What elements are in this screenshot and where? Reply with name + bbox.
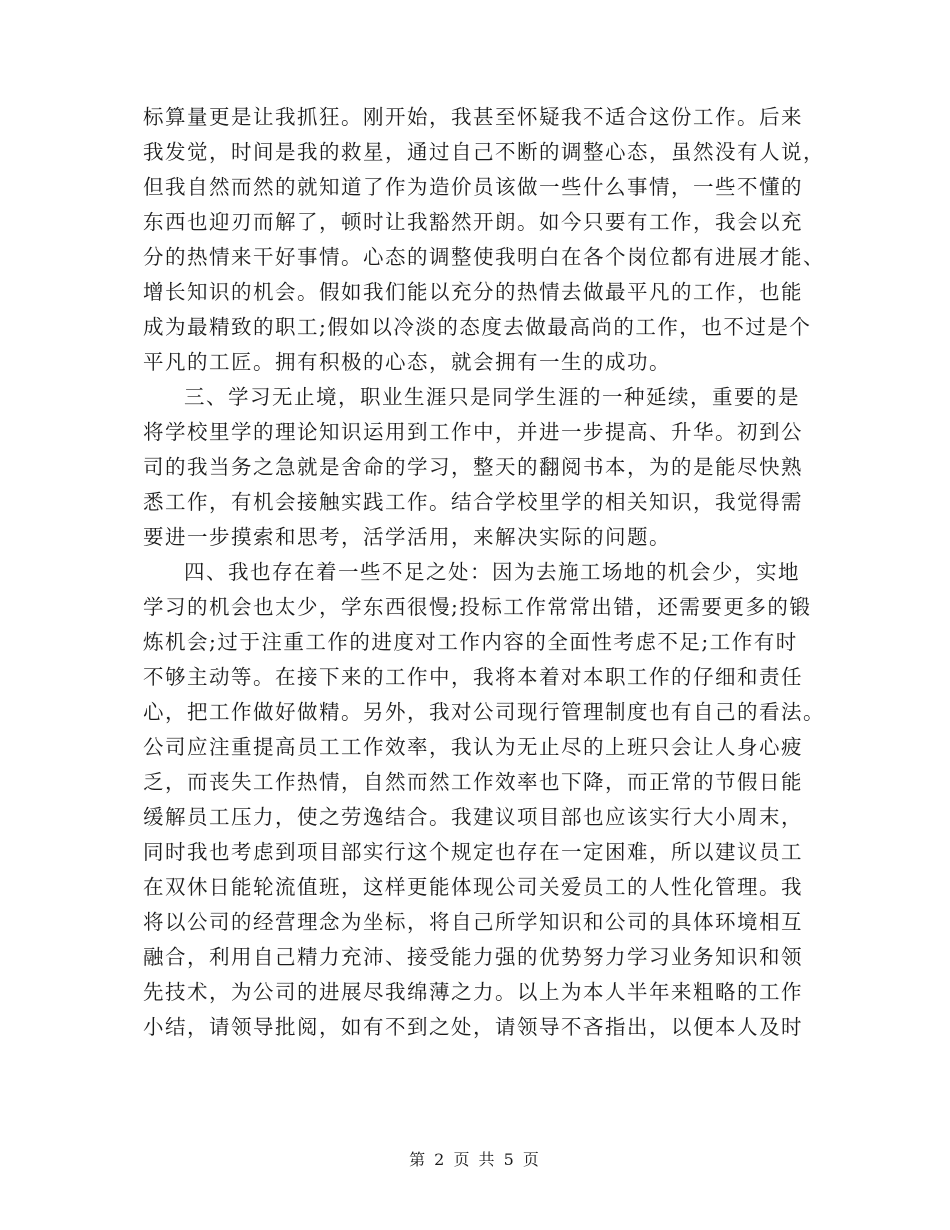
text-line: 心，把工作做好做精。另外，我对公司现行管理制度也有自己的看法。 — [143, 700, 825, 724]
text-line: 学习的机会也太少，学东西很慢;投标工作常常出错，还需要更多的锻 — [143, 595, 812, 619]
text-line: 成为最精致的职工;假如以冷淡的态度去做最高尚的工作，也不过是个 — [143, 315, 812, 339]
body-text — [143, 100, 823, 1045]
text-line: 标算量更是让我抓狂。刚开始，我甚至怀疑我不适合这份工作。后来 — [143, 105, 803, 129]
text-line: 缓解员工压力，使之劳逸结合。我建议项目部也应该实行大小周末， — [143, 805, 803, 829]
paragraph-first-line: 四、我也存在着一些不足之处：因为去施工场地的机会少，实地 — [184, 560, 800, 584]
text-line: 不够主动等。在接下来的工作中，我将本着对本职工作的仔细和责任 — [143, 665, 803, 689]
text-line: 先技术，为公司的进展尽我绵薄之力。以上为本人半年来粗略的工作 — [143, 980, 803, 1004]
text-line: 小结，请领导批阅，如有不到之处，请领导不吝指出，以便本人及时 — [143, 1015, 803, 1039]
page-footer: 第 2 页 共 5 页 — [409, 1150, 541, 1169]
text-line: 炼机会;过于注重工作的进度对工作内容的全面性考虑不足;工作有时 — [143, 630, 798, 654]
text-line: 分的热情来干好事情。心态的调整使我明白在各个岗位都有进展才能、 — [143, 245, 825, 269]
text-line: 要进一步摸索和思考，活学活用，来解决实际的问题。 — [143, 525, 671, 549]
text-line: 东西也迎刃而解了，顿时让我豁然开朗。如今只要有工作，我会以充 — [143, 210, 803, 234]
text-line: 增长知识的机会。假如我们能以充分的热情去做最平凡的工作，也能 — [143, 280, 803, 304]
text-line: 我发觉，时间是我的救星，通过自己不断的调整心态，虽然没有人说， — [143, 140, 825, 164]
paragraph-first-line: 三、学习无止境，职业生涯只是同学生涯的一种延续，重要的是 — [184, 385, 800, 409]
text-line: 在双休日能轮流值班，这样更能体现公司关爱员工的人性化管理。我 — [143, 875, 803, 899]
text-line: 司的我当务之急就是舍命的学习，整天的翻阅书本，为的是能尽快熟 — [143, 455, 803, 479]
text-line: 乏，而丧失工作热情，自然而然工作效率也下降，而正常的节假日能 — [143, 770, 803, 794]
text-line: 平凡的工匠。拥有积极的心态，就会拥有一生的成功。 — [143, 350, 671, 374]
text-line: 但我自然而然的就知道了作为造价员该做一些什么事情，一些不懂的 — [143, 175, 803, 199]
text-line: 同时我也考虑到项目部实行这个规定也存在一定困难，所以建议员工 — [143, 840, 803, 864]
text-line: 悉工作，有机会接触实践工作。结合学校里学的相关知识，我觉得需 — [143, 490, 803, 514]
text-line: 融合，利用自己精力充沛、接受能力强的优势努力学习业务知识和领 — [143, 945, 803, 969]
text-line: 将以公司的经营理念为坐标，将自己所学知识和公司的具体环境相互 — [143, 910, 803, 934]
text-line: 公司应注重提高员工工作效率，我认为无止尽的上班只会让人身心疲 — [143, 735, 803, 759]
text-line: 将学校里学的理论知识运用到工作中，并进一步提高、升华。初到公 — [143, 420, 803, 444]
